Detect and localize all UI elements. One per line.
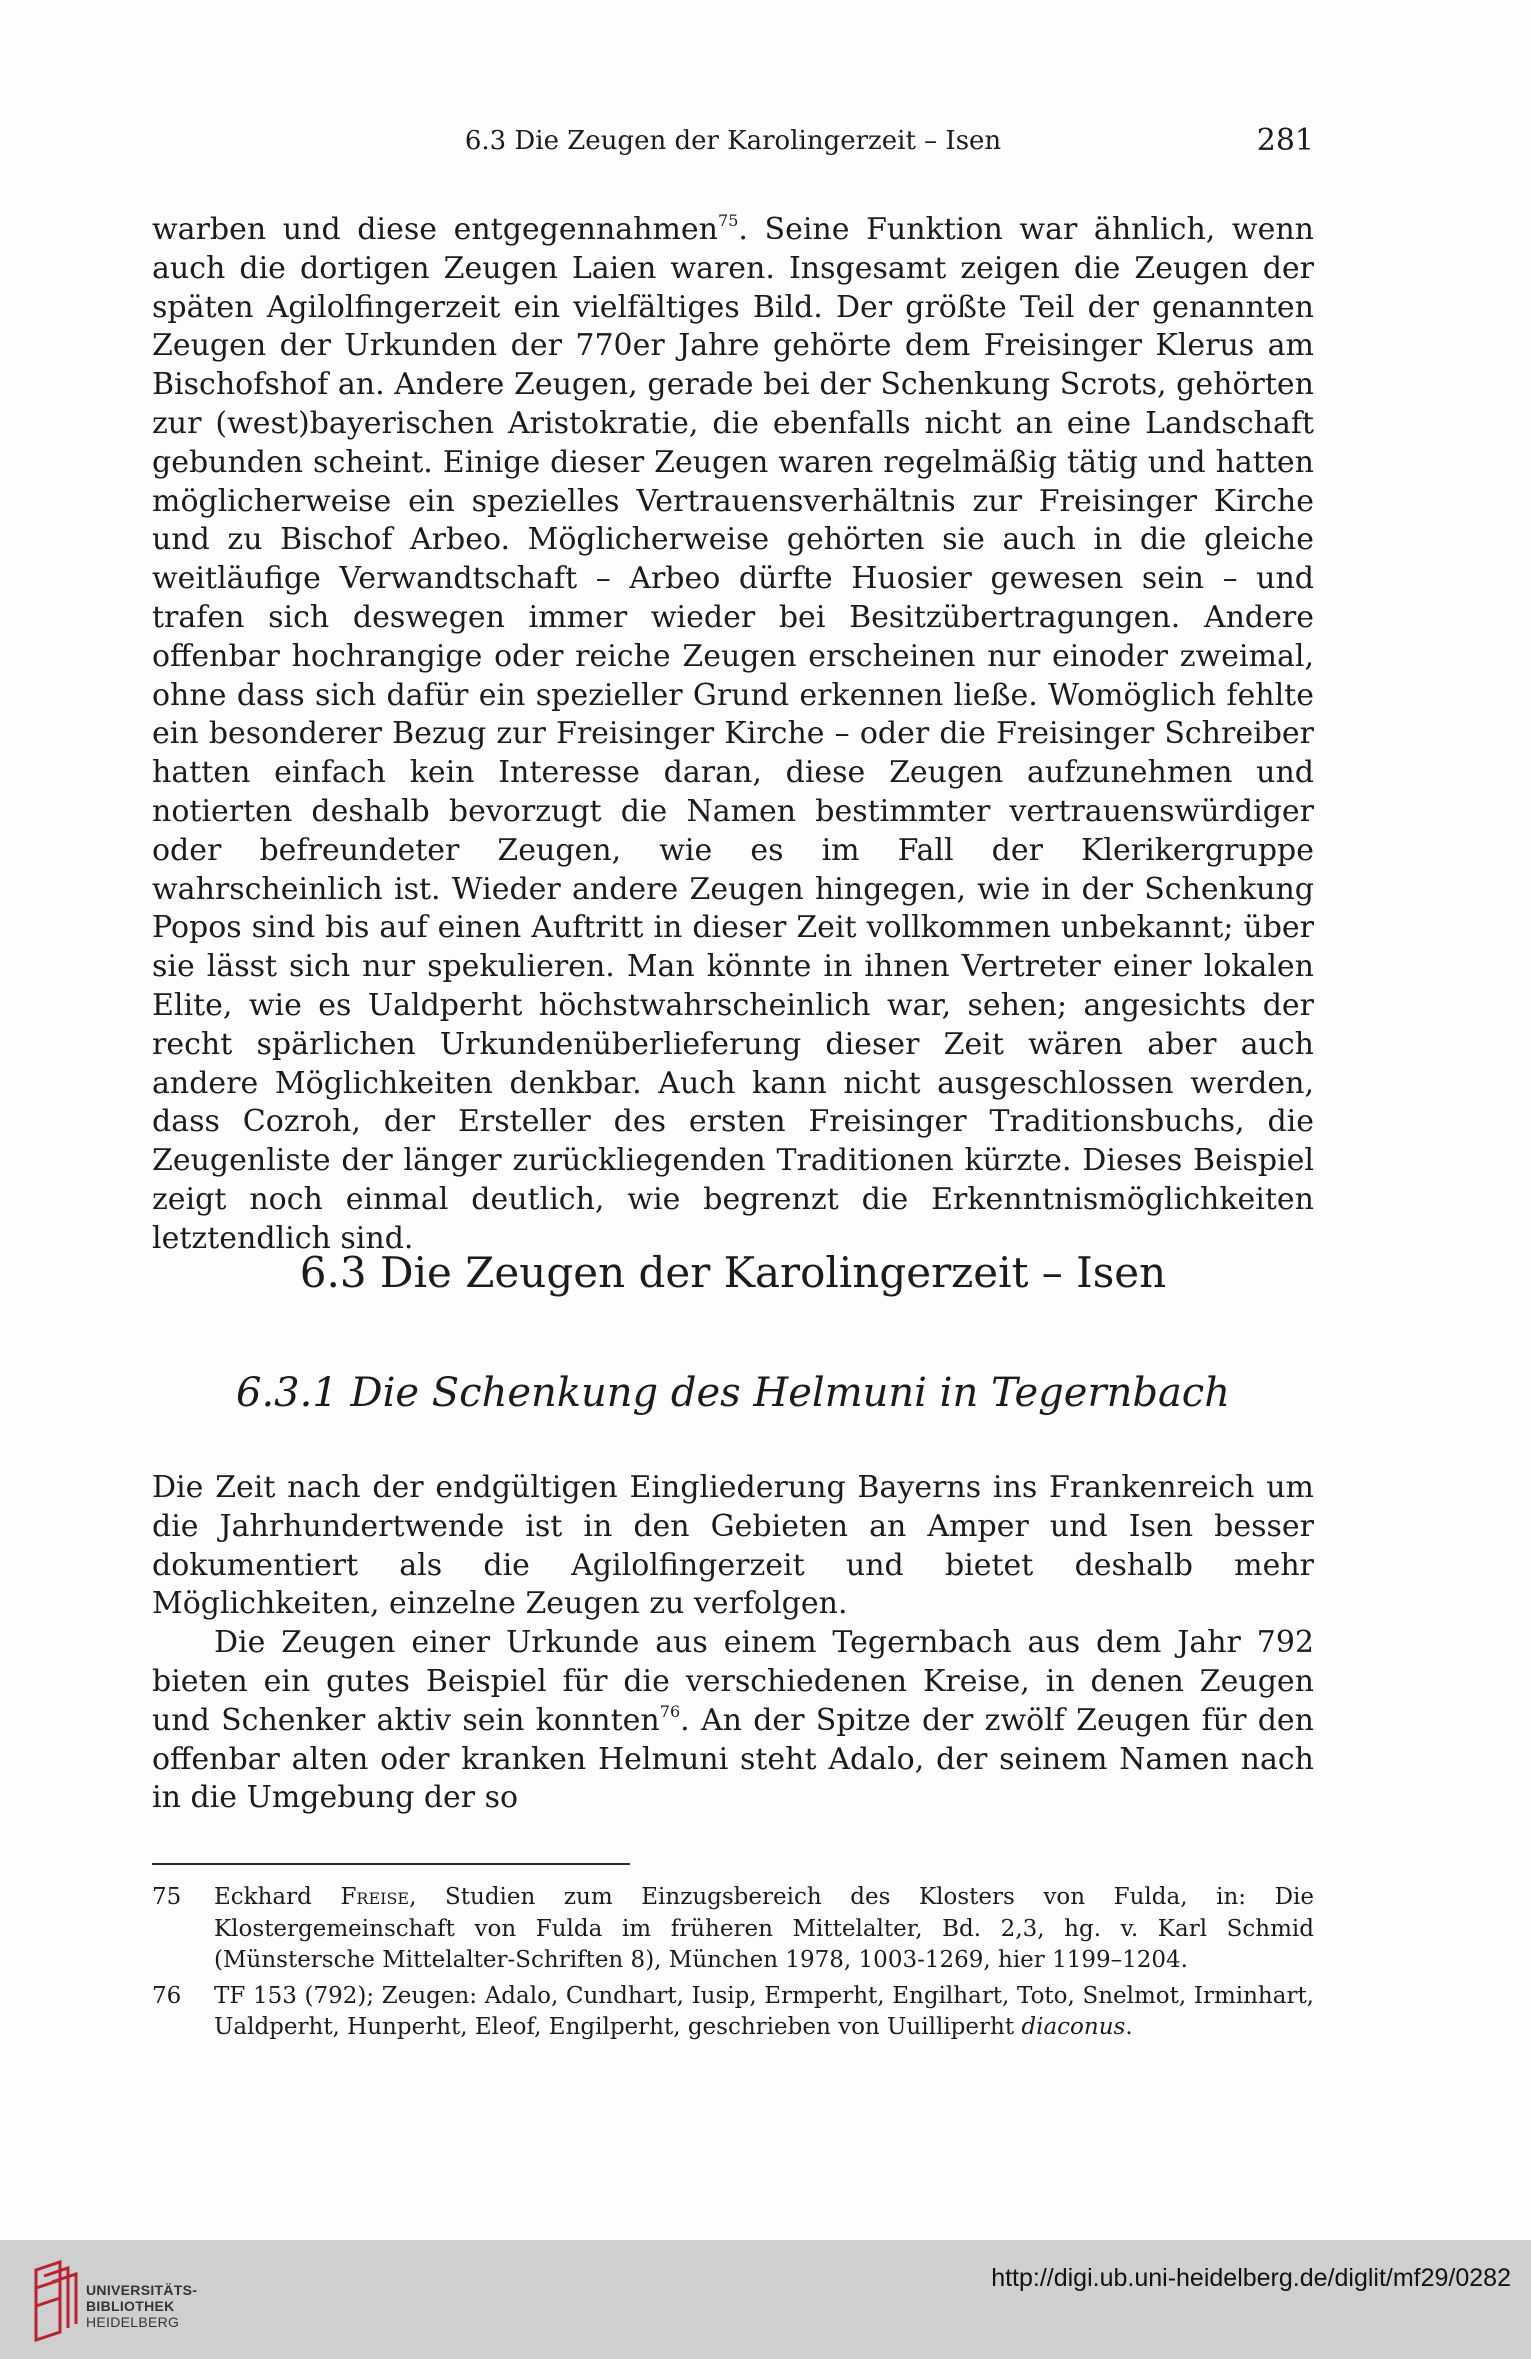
library-logo-text xyxy=(86,2282,197,2330)
footnotes xyxy=(152,1882,1314,2048)
paragraphs-section xyxy=(152,1469,1314,1818)
footnote-number: 75 xyxy=(152,1884,182,1910)
logo-line: UNIVERSITÄTS- xyxy=(86,2282,198,2298)
paragraph-text: warben und diese entgegennahmen xyxy=(152,212,719,247)
paragraph-3 xyxy=(152,1624,1314,1818)
footnote-author-last: Freise xyxy=(340,1884,410,1910)
running-head xyxy=(152,121,1314,161)
footnote-76 xyxy=(152,1981,1314,2044)
running-title: 6.3 Die Zeugen der Karolingerzeit – Isen xyxy=(464,126,1002,156)
footnote-italic: diaconus xyxy=(1021,2014,1126,2040)
footnote-author-first: Eckhard xyxy=(214,1884,312,1910)
footnote-end: . xyxy=(1125,2014,1133,2040)
paragraph-text: Die Zeugen einer Urkunde aus einem Tegernbach aus dem Jahr 792 bieten ein gutes Beispiel für die verschiedenen Kreise, in denen Zeugen und Schenker aktiv sein konnten xyxy=(152,1625,1314,1738)
footnote-reference-76[interactable]: 76 xyxy=(659,1701,681,1721)
paragraph-text: . Seine Funktion war ähnlich, wenn auch die dortigen Zeugen Laien waren. Insgesamt zeigen die Zeugen der späten Agilolfingerzeit ein vielfältiges Bild. Der größte Teil der genannten Zeugen der Urkunden der 770er Jahre gehörte dem Freisinger Klerus am Bischofshof an. Andere Zeugen, gerade bei der Schenkung Scrots, gehörten zur (west)bayerischen Aristokratie, die ebenfalls nicht an eine Landschaft gebunden scheint. Einige dieser Zeugen waren regelmäßig tätig und hatten möglicherweise ein spezielles Vertrauensverhältnis zur Freisinger Kirche und zu Bischof Arbeo. Möglicherweise gehörten sie auch in die gleiche weitläufige Verwandtschaft – Arbeo dürfte Huosier gewesen sein – und trafen sich deswegen immer wieder bei Besitzübertragungen. Andere offenbar hochrangige oder reiche Zeugen erscheinen nur einoder zweimal, ohne dass sich dafür ein spezieller Grund erkennen ließe. Womöglich fehlte ein besonderer Bezug zur Freisinger Kirche – oder die Freisinger Schreiber hatten einfach kein Interesse daran, diese Zeugen aufzunehmen und notierten deshalb bevorzugt die Namen bestimmter vertrauenswürdiger oder befreundeter Zeugen, wie es im Fall der Klerikergruppe wahrscheinlich ist. Wieder andere Zeugen hingegen, wie in der Schenkung Popos sind bis auf einen Auftritt in dieser Zeit vollkommen unbekannt; über sie lässt sich nur spekulieren. Man könnte in ihnen Vertreter einer lokalen Elite, wie es Ualdperht höchstwahrscheinlich war, sehen; angesichts der recht spärlichen Urkundenüberlieferung dieser Zeit wären aber auch andere Möglichkeiten denkbar. Auch kann nicht ausgeschlossen werden, dass Cozroh, der Ersteller des ersten Freisinger Traditionsbuchs, die Zeugenliste der länger zurückliegenden Traditionen kürzte. Dieses Beispiel zeigt noch einmal deutlich, wie begrenzt die Erkenntnismöglichkeiten letztendlich sind. xyxy=(152,212,1314,1256)
footnote-text: , Studien zum Einzugsbereich des Klosters von Fulda, in: Die Klostergemeinschaft von Fulda im früheren Mittelalter, Bd. 2,3, hg. v. Karl Schmid (Münstersche Mittelalter-Schriften 8), München 1978, 1003-1269, hier 1199–1204. xyxy=(214,1884,1315,1973)
footnote-divider xyxy=(152,1863,630,1865)
page-number: 281 xyxy=(1256,123,1314,158)
logo-line: BIBLIOTHEK xyxy=(86,2298,175,2314)
section-heading: 6.3 Die Zeugen der Karolingerzeit – Isen xyxy=(299,1248,1167,1297)
logo-line: HEIDELBERG xyxy=(86,2314,180,2330)
footnote-75 xyxy=(152,1882,1314,1977)
source-url-link[interactable]: http://digi.ub.uni-heidelberg.de/diglit/mf29/0282 xyxy=(991,2264,1511,2292)
subsection-heading: 6.3.1 Die Schenkung des Helmuni in Tegernbach xyxy=(236,1370,1230,1416)
paragraph-2: Die Zeit nach der endgültigen Eingliederung Bayerns ins Frankenreich um die Jahrhundertwende ist in den Gebieten an Amper und Isen besser dokumentiert als die Agilolfingerzeit und bietet deshalb mehr Möglichkeiten, einzelne Zeugen zu verfolgen. xyxy=(152,1470,1314,1622)
footnote-reference-75[interactable]: 75 xyxy=(718,211,739,230)
library-logo-icon xyxy=(30,2258,82,2342)
paragraph-1 xyxy=(152,211,1314,1259)
footnote-number: 76 xyxy=(152,1982,182,2009)
library-logo[interactable] xyxy=(30,2258,220,2342)
footnote-text: TF 153 (792); Zeugen: Adalo, Cundhart, Iusip, Ermperht, Engilhart, Toto, Snelmot, Irminhart, Ualdperht, Hunperht, Eleof, Engilperht, geschrieben von Uuilliperht xyxy=(214,1982,1314,2040)
footer-bar xyxy=(0,2240,1531,2359)
paragraph-text: . An der Spitze der zwölf Zeugen für den offenbar alten oder kranken Helmuni steht Adalo, der seinem Namen nach in die Umgebung der so xyxy=(152,1702,1314,1816)
